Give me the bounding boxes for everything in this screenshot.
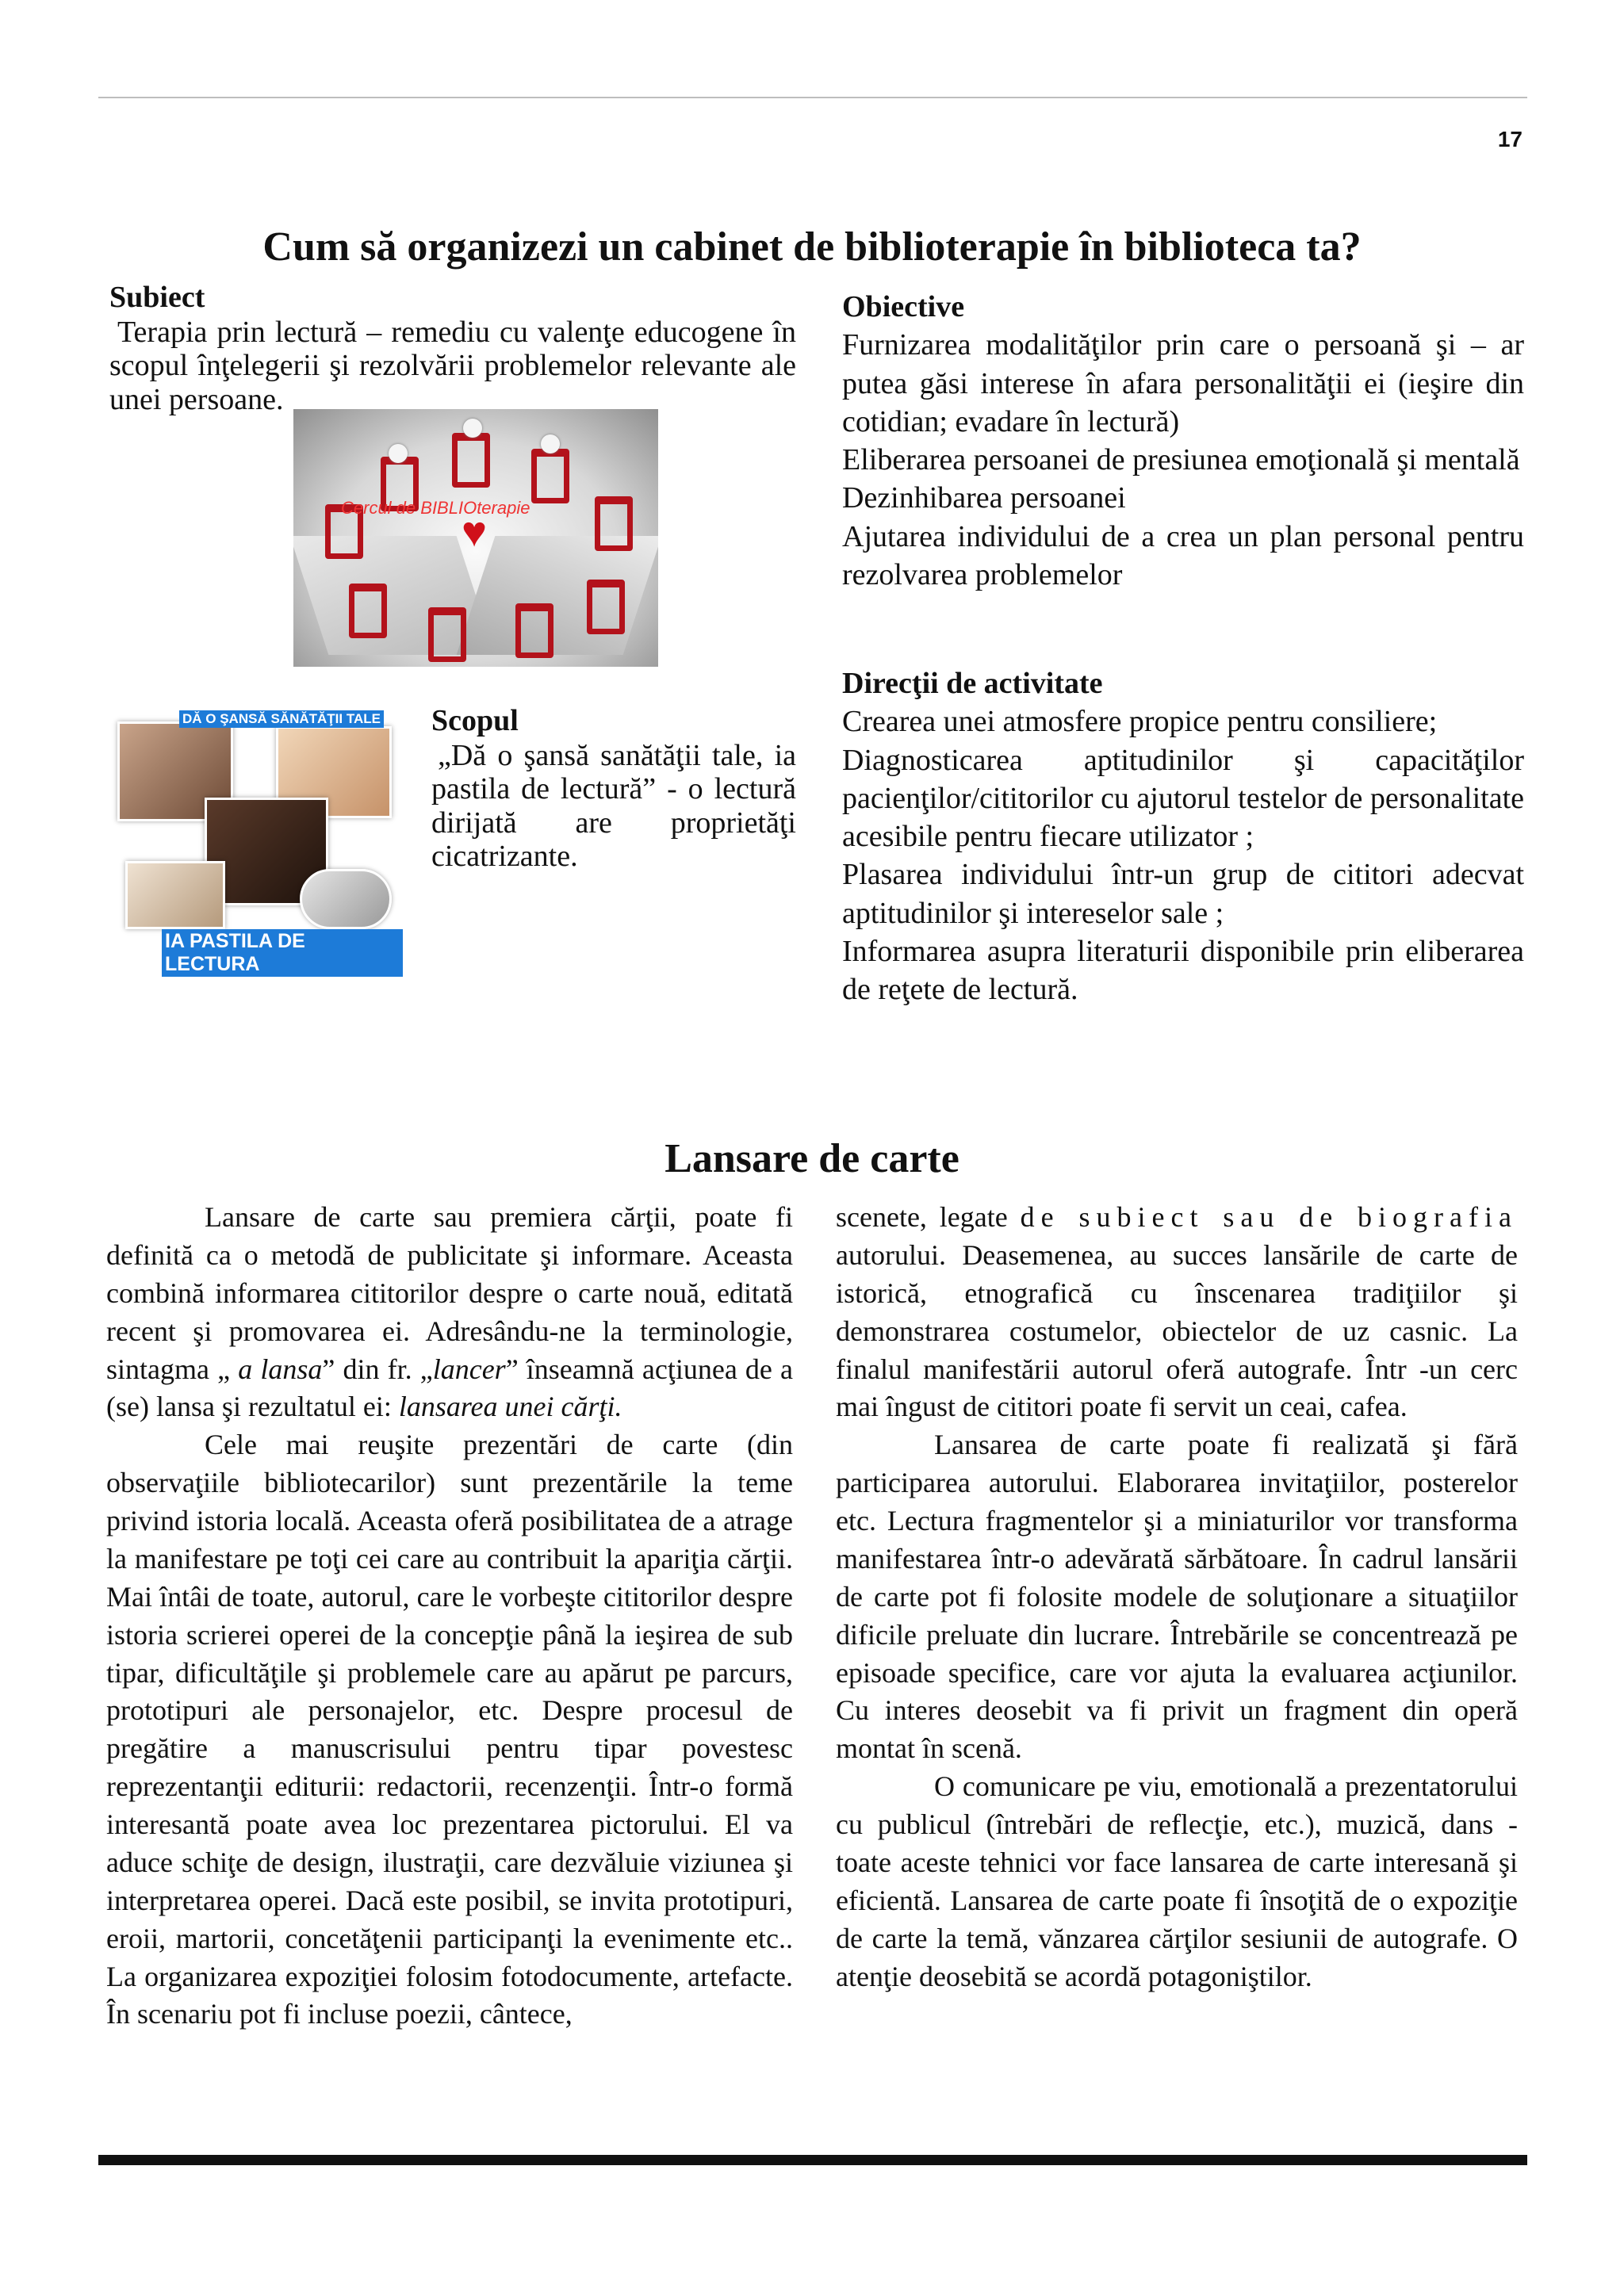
directii-item: Diagnosticarea aptitudinilor şi capacităţilor pacienţilor/cititorilor cu ajutorul testelor de personalitate acesibile pentru fiecare utilizator ; [842,743,1524,853]
text-span: ” înseamnă acţiunea de a (se) lansa şi rezultatul ei: [106,1353,794,1423]
brain-icon [300,869,392,929]
photo-book [125,861,225,929]
top-rule [98,97,1527,98]
figure-icon [389,444,408,463]
obiective-item: Dezinhibarea persoanei [842,481,1126,515]
directii-section [842,664,1524,1008]
scopul-section [431,704,796,874]
bottom-rule [98,2155,1527,2165]
figure-icon [541,434,560,453]
term-italic: lancer [432,1353,506,1385]
text-span-spaced: de subiect sau de biografia [1020,1201,1518,1233]
subiect-text: Terapia prin lectură – remediu cu valenţe educogene în scopul înţelegerii şi rezolvării problemelor relevante ale unei persoane. [109,315,796,416]
directii-item: Plasarea individului într-un grup de cititori adecvat aptitudinilor şi intereselor sale ; [842,858,1524,930]
obiective-item: Furnizarea modalităţilor prin care o persoană şi – ar putea găsi interese în afara personalităţii ei (ieşire din cotidian; evadare în lectură) [842,328,1524,438]
chair-icon [428,607,466,662]
text-span: Lansare de carte sau premiera cărţii, poate fi definită ca o metodă de publicitate şi informare. Aceasta combină informarea cititorilor despre o carte nouă, editată recent şi promovarea ei. Adresându-ne la terminologie, sintagma „ [106,1201,793,1385]
obiective-item: Eliberarea persoanei de presiunea emoţională şi mentală [842,443,1520,476]
chair-icon [515,603,553,658]
term-italic: a lansa [230,1353,323,1385]
lansare-paragraph [836,1199,1518,1426]
lansare-paragraph [106,1199,793,1426]
page-number: 17 [1497,127,1522,151]
obiective-section [842,288,1524,594]
figure-icon [463,419,482,438]
scopul-text: „Dă o şansă sanătăţii tale, ia pastila de lectură” - o lectură dirijată are proprietăţi cicatrizante. [431,738,796,874]
lansare-paragraph: Cele mai reuşite prezentări de carte (din observaţiile bibliotecarilor) sunt prezentările la teme privind istoria locală. Aceasta oferă posibilitatea de a atrage la manifestare pe toţi cei care au contribuit la apariţia cărţii. Mai întâi de toate, autorul, care le vorbeşte cititorilor despre istoria scrierei operei de la concepţie până la ieşirea de sub tipar, dificultăţile şi problemele care au apărut pe parcurs, prototipuri ale personajelor, etc. Despre procesul de pregătire a manuscrisului pentru tipar povestesc reprezentanţii editurii: redactorii, recenzenţii. Într-o formă interesantă poate avea loc prezentarea pictorului. El va aduce schiţe de design, ilustraţii, care dezvăluie viziunea şi interpretarea operei. Dacă este posibil, se invita prototipuri, eroii, martorii, concetăţenii participanţi la evenimente etc.. La organizarea expoziţiei folosim fotodocumente, artefacte. În scenariu pot fi incluse poezii, cântece, [106,1429,793,2030]
image-caption: Cercul de BIBLIOterapie [341,498,530,518]
collage-label-bottom: IA PASTILA DE LECTURA [162,929,403,977]
article-title: Cum să organizezi un cabinet de biblioterapie în biblioteca ta? [262,224,1362,270]
collage-label-top: DĂ O ŞANSĂ SĂNĂTĂŢII TALE [179,710,384,728]
text-span: autorului. Deasemenea, au succes lansările de carte de istorică, etnografică cu înscenarea tradiţiilor şi demonstrarea costumelor, obiectelor de uz casnic. La finalul manifestării autorul oferă autografe. Într -un cerc mai îngust de cititori poate fi servit un ceai, cafea. [836,1238,1518,1423]
text-span: scenete, legate [836,1201,1021,1233]
directii-item: Informarea asupra literaturii disponibile prin eliberarea de reţete de lectură. [842,934,1524,1006]
chair-icon [452,433,490,488]
section-title: Lansare de carte [665,1136,959,1181]
bibliotherapy-circle-image [293,409,658,667]
directii-heading: Direcţii de activitate [842,667,1103,700]
lansare-right-column [836,1199,1518,1996]
scopul-heading: Scopul [431,704,519,737]
subiect-heading: Subiect [109,281,205,314]
subiect-section [109,281,796,416]
lansare-paragraph: Lansarea de carte poate fi realizată şi fără participarea autorului. Elaborarea invitaţiilor, posterelor etc. Lectura fragmentelor şi a miniaturilor vor transforma manifestarea într-o adevărată sărbătoare. În cadrul lansării de carte pot fi folosite modele de soluţionare a situaţiilor dificile preluate din lucrare. Întrebările se concentrează pe episoade specifice, care vor ajuta la evaluarea acţiunilor. Cu interes deosebit va fi privit un fragment din operă montat în scenă. [836,1429,1518,1765]
lansare-paragraph: O comunicare pe viu, emotională a prezentatorului cu publicul (întrebări de reflecţie, etc.), muzică, dans - toate aceste tehnici vor face lansarea de carte interesană şi eficientă. Lansarea de carte poate fi însoţită de o expoziţie de carte la temă, vănzarea cărţilor sesiunii de autografe. O atenţie deosebită se acordă potagoniştilor. [836,1770,1518,1992]
lansare-left-column [106,1199,793,2034]
text-span: ” din fr. „ [322,1353,433,1385]
heart-icon: ♥ [462,508,488,556]
directii-item: Crearea unei atmosfere propice pentru consiliere; [842,705,1438,739]
chair-icon [349,584,387,638]
term-italic: lansarea unei cărţi. [398,1391,622,1423]
obiective-item: Ajutarea individului de a crea un plan personal pentru rezolvarea problemelor [842,519,1524,591]
chair-icon [595,496,633,551]
reading-pill-collage [117,710,403,975]
obiective-heading: Obiective [842,290,965,323]
chair-icon [531,449,569,503]
chair-icon [587,580,625,634]
